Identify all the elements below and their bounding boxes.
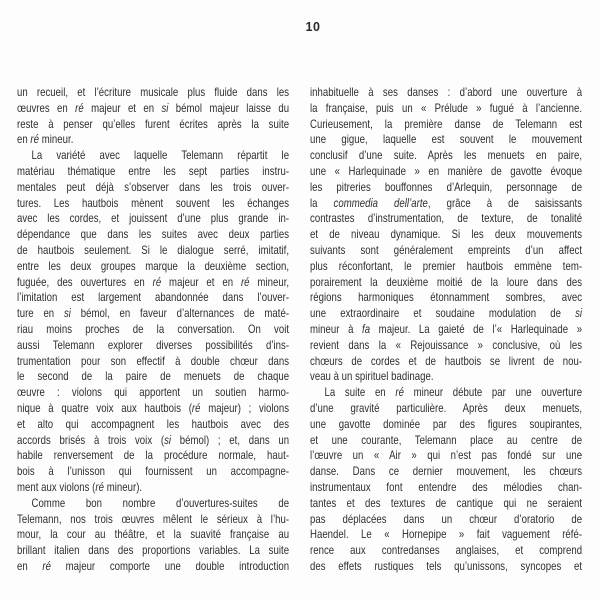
text-line: chœurs de cordes et de hautbois se livrent de nou- [310,353,583,368]
text-line: conclusif d’une suite. Après les menuets en paire, [310,148,583,163]
text-line: dépendance que dans les suites avec deux parties [17,227,290,242]
text-line: aussi Telemann explorer diverses possibilités d’ins- [17,337,290,352]
text-line: la commedia dell’arte, grâce à de saisissants [310,195,583,210]
text-line: régions harmoniques étonnamment sombres, avec [310,290,583,305]
text-line: Telemann, nos trois œuvres mêlent le sérieux à l’hu- [17,511,290,526]
text-line: une gavotte dominée par des figures soupirantes, [310,416,583,431]
text-line: La variété avec laquelle Telemann répartit le [31,148,290,163]
text-line: reste à penser qu’elles furent écrites après la suite [17,116,290,131]
text-line: revient dans la « Rejouissance » conclusive, où les [310,337,583,352]
text-line: riau moins proches de la conversation. On voit [17,321,290,336]
text-line: bois à l’unisson qui fournissent un accompagne- [17,464,290,479]
italic-term: commedia dell’arte [333,195,428,210]
text-line: brillant italien dans des proportions variables. La suite [17,543,290,558]
text-line: mentales peut déjà s’observer dans les trois ouver- [17,179,290,194]
text-line: en ré mineur. [17,132,74,147]
italic-term: si [164,432,172,447]
text-line: avec les cordes, et jouissent d’une plus grande in- [17,211,290,226]
text-line: veau à un spirituel badinage. [310,369,434,384]
text-line: le second de la paire de menuets de chaque [17,369,290,384]
text-line: ment aux violons (ré mineur). [17,479,143,494]
text-line: Curieusement, la première danse de Telemann est [310,116,583,131]
text-line: les pitreries bouffonnes d’Arlequin, personnage de [310,179,583,194]
text-line: porairement la deuxième moitié de la loure dans des [310,274,583,289]
italic-term: ré [395,385,404,400]
text-line: mour, la cour au théâtre, et la suavité française au [17,527,290,542]
text-line: rence aux contredanses anglaises, et comprend [310,543,583,558]
text-line: habile renversement de la procédure normale, haut- [17,448,290,463]
text-line: inhabituelle à ses danses : d’abord une ouverture à [310,85,583,99]
text-column-right [310,85,582,575]
text-line: des effets rustiques tels qu’unissons, syncopes et [310,558,583,573]
text-line: mineur à fa majeur. La gaieté de l’« Harlequinade » [310,321,583,336]
text-line: une « Harlequinade » en manière de gavotte évoque [310,163,583,178]
text-line: plus réconfortant, le premier hautbois emmène tem- [310,258,583,273]
text-column-left [17,85,289,575]
text-line: ture en si bémol, en faveur d’alternances de maté- [17,306,290,321]
text-line: accords brisés à trois voix (si bémol) ; et, dans un [17,432,290,447]
italic-term: ré [240,274,250,289]
italic-term: ré [191,400,201,415]
text-line: l’œuvre un « Air » qui n’est pas fondé sur une [310,448,583,463]
text-line: Comme bon nombre d’ouvertures-suites de [31,495,290,510]
text-line: trumentation pour son effectif à double chœur dans [17,353,290,368]
text-line: œuvre : violons qui apportent un soutien harmo- [17,385,290,400]
text-line: et une courante, Telemann place au centre de [310,432,583,447]
text-line: l’imitation est largement abandonnée dans l’ouver- [17,290,290,305]
text-line: d’une gravité particulière. Après deux menuets, [310,400,583,415]
text-line: une extraordinaire et soudaine modulation de si [310,306,583,321]
italic-term: ré [30,132,40,147]
text-line: la française, puis un « Prélude » fugué à l’ancienne. [310,100,583,115]
italic-term: fa [362,321,371,336]
text-line: matériau thématique entre les sept parties instru- [17,163,290,178]
italic-term: si [575,306,583,321]
text-line: et de niveau dynamique. Si les deux mouvements [310,227,583,242]
text-line: et alto qui accompagnent les hautbois avec des [17,416,290,431]
text-line: instrumentaux font entendre des mélodies chan- [310,479,583,494]
text-line: nique à quatre voix aux hautbois (ré majeur) ; violons [17,400,290,415]
italic-term: si [161,100,169,115]
text-line: tantes et des textures de cantique qui ne seraient [310,495,583,510]
italic-term: ré [152,274,162,289]
italic-term: ré [95,479,105,494]
text-line: danse. Dans ce dernier mouvement, les chœurs [310,464,583,479]
text-line: en ré majeur comporte une double introduction [17,558,290,573]
italic-term: ré [75,100,84,115]
text-line: La suite en ré mineur débute par une ouverture [324,385,583,400]
italic-term: si [63,306,71,321]
text-line: de hautbois seulement. Si le dialogue serré, imitatif, [17,242,290,257]
text-line: contrastes d’instrumentation, de texture, de tonalité [310,211,583,226]
text-line: suivants sont généralement empreints d’un affect [310,242,583,257]
italic-term: ré [42,558,51,573]
text-line: Haendel. Le « Hornepipe » fait vaguement réfé- [310,527,583,542]
text-line: tures. Les hautbois mènent souvent les échanges [17,195,290,210]
text-line: un recueil, et l’écriture musicale plus fluide dans les [17,85,290,99]
page-number: 10 [305,20,321,34]
text-line: œuvres en ré majeur et en si bémol majeur laisse du [17,100,290,115]
text-line: une gigue, laquelle est souvent le mouvement [310,132,583,147]
text-line: entre les deux groupes marque la deuxième section, [17,258,290,273]
text-line: fuguée, des ouvertures en ré majeur et en ré mineur, [17,274,290,289]
text-line: pas déplacées dans un chœur d’oratorio de [310,511,583,526]
